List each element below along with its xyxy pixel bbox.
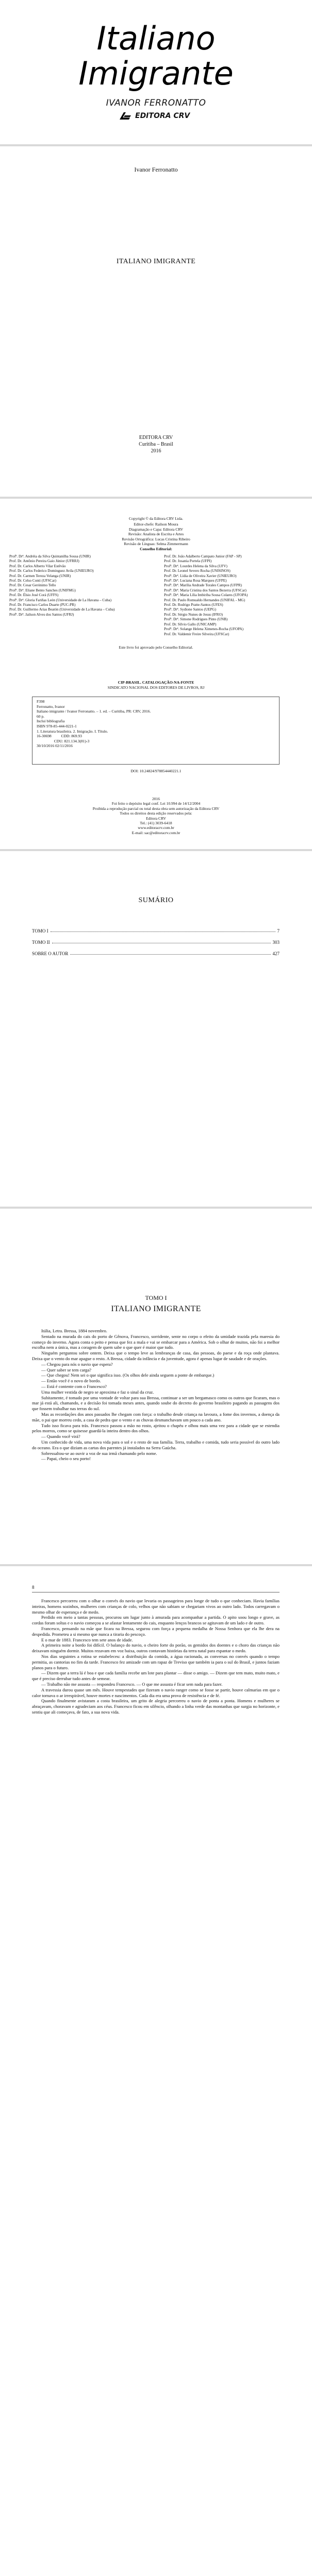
editor-line: Editor-chefe: Railson Moura xyxy=(134,522,178,527)
legal-block xyxy=(0,796,312,835)
copyright-line: Copyright © da Editora CRV Ltda. xyxy=(129,516,183,521)
board-member: Prof. Dr. Francisco Carlos Duarte (PUC-PR) xyxy=(9,603,76,607)
toc-leader xyxy=(51,928,275,932)
eval-note: Este livro foi aprovado pelo Conselho Editorial. xyxy=(119,645,193,650)
legal-line: Todos os direitos desta edição reservados pela: xyxy=(120,811,192,816)
chapter-title: ITALIANO IMIGRANTE xyxy=(111,1304,201,1313)
board-member: Prof. Dr. Valdemir Freire Silveira (UFSCar) xyxy=(164,632,229,636)
cip-line: Inclui bibliografia xyxy=(37,719,65,724)
paragraph: Tudo isso ficava para trás. Francesco passou a mão no rosto, ajeitou o chapéu e olhou mais uma vez para a cidade que se estendia pelos morros, como se quisesse guardá-la inteira dentro dos olhos. xyxy=(32,1422,280,1434)
summary-heading: SUMÁRIO xyxy=(138,896,174,904)
paragraph: A primeira noite a bordo foi difícil. O balanço do navio, o cheiro forte do porão, os gemidos dos doentes e o choro das crianças não deixavam ninguém dormir. Muitos rezavam em voz baixa, outros contavam histórias da terra natal para espantar o medo. xyxy=(32,1642,280,1654)
cover-title-line1: Italiano xyxy=(96,20,216,57)
board-member: Prof. Dr. Leonel Severo Rocha (UNISINOS) xyxy=(164,569,231,573)
paragraph: — Então você é o novo de bordo. xyxy=(41,1378,101,1384)
cip-line: Italiano imigrante / Ivanor Ferronatto. – 1. ed. – Curitiba, PR: CRV, 2016. xyxy=(37,709,151,714)
title-page xyxy=(0,146,312,497)
legal-line: www.editoracrv.com.br xyxy=(138,825,174,831)
paragraph: — Quando você virá? xyxy=(41,1434,80,1439)
paragraph: Itália, Letra. Bressa, 1884 novembro. xyxy=(41,1328,107,1333)
cover-title-line2: Imigrante xyxy=(78,55,234,92)
board-member: Profª. Drª. Marília Andrade Torales Campos (UFPR) xyxy=(164,583,242,588)
page-body xyxy=(32,1598,280,1715)
board-member: Profª. Drª. Maria Lília Imbiriba Sousa Colares (UFOPA) xyxy=(164,593,248,598)
paragraph: Subitamente, é tomado por uma vontade de voltar para sua Bressa, continuar a ser um bergamasco como os outros que ficaram, mas o mar já está ali, chamando, e a decisão foi tomada meses antes, quando soube do decreto do governo brasileiro pagando as passagens dos que fossem trabalhar nas terras do sul. xyxy=(32,1395,280,1412)
catalog-page xyxy=(0,499,312,849)
legal-line: Foi feito o depósito legal conf. Lei 10.994 de 14/12/2004 xyxy=(111,801,201,806)
board-member: Profª. Drª. Jailson Alves dos Santos (UFRJ) xyxy=(9,612,74,617)
editor-line: Revisão de Línguas: Selma Zimmermann xyxy=(124,541,188,547)
board-member: Prof. Dr. Antônio Pereira Gaio Júnior (UFRRJ) xyxy=(9,559,79,564)
toc-leader xyxy=(52,940,271,943)
board-member: Profª. Drª. Maria Cristina dos Santos Bezerra (UFSCar) xyxy=(164,588,247,592)
paragraph: Francesco percorreu com o olhar o convés do navio que levaria os passageiros para longe de tudo o que conheciam. Havia famílias inteiras, homens sozinhos, mulheres com crianças de colo, velhos que não sabiam se chegariam vivos ao outro lado. Todos carregavam o mesmo olhar de esperança e de medo. xyxy=(32,1598,280,1615)
editor-line: Conselho Editorial: xyxy=(140,546,172,551)
board-member: Prof. Dr. Paulo Romualdo Hernandes (UNIFAL - MG) xyxy=(164,598,245,602)
board-member: Profª. Drª. Lourdes Helena da Silva (UFV) xyxy=(164,564,227,568)
tomo-label: TOMO I xyxy=(145,1294,167,1301)
cip-line: F398 xyxy=(37,699,45,704)
doi-line: DOI: 10.24824/978854440221.1 xyxy=(130,769,182,773)
board-member: Prof. Dr. Élsio José Corá (UFFS) xyxy=(9,593,59,598)
toc-item-label: SOBRE O AUTOR xyxy=(32,951,69,956)
paragraph: — Chegou para nós o navio que espera? xyxy=(41,1361,113,1367)
paragraph: Perdido em meio a tantas pessoas, procurou um lugar junto à amurada para acompanhar a partida. O apito soou longo e grave, as cordas foram soltas e o navio começou a se afastar lentamente do cais, enquanto lenços brancos se agitavam de um lado e de outro. xyxy=(32,1615,280,1626)
paragraph: — Está é contente com o Francesco? xyxy=(41,1383,107,1389)
paragraph: — Dizem que a terra lá é boa e que cada família recebe um lote para plantar — disse o amigo. — Dizem que tem mato, muito mato, e que é preciso derrubar tudo antes de semear. xyxy=(32,1670,280,1682)
paragraph: Nos dias seguintes a rotina se estabeleceu: a distribuição da comida, a água racionada, as conversas no convés quando o tempo permitia, as cantorias no fim da tarde. Francesco fez amizade com um rapaz de Treviso que também ia para o sul do Brasil, e juntos faziam planos para o futuro. xyxy=(32,1653,280,1670)
board-member: Prof. Dr. Sérgio Nunes de Jesus (IFRO) xyxy=(164,612,223,617)
board-member: Profª. Drª. Gloria Fariñas León (Universidade de La Havana – Cuba) xyxy=(9,598,111,602)
legal-line: 2016 xyxy=(152,796,160,801)
page-number: 8 xyxy=(32,1585,35,1590)
crv-logo-icon xyxy=(119,111,132,121)
editor-line: Revisão: Analista de Escrita e Artes xyxy=(128,532,184,537)
chapter-page xyxy=(0,1209,312,1564)
title-page-publisher: EDITORA CRV xyxy=(139,435,173,440)
toc-leader xyxy=(70,951,270,955)
paragraph: Sobressaltou-se ao ouvir a voz de sua irmã chamando pelo nome. xyxy=(41,1450,157,1456)
board-member: Profª. Drª. Simone Rodrigues Pinto (UNB) xyxy=(164,617,228,622)
cover-page xyxy=(0,0,312,144)
legal-line: E-mail: sac@editoracrv.com.br xyxy=(132,830,180,835)
cip-line: CDU: 821.134.3(81)-3 xyxy=(37,738,90,743)
paragraph: Ninguém perguntou sobre ontem. Deixa que o tempo leve as lembranças de casa, das pessoas, do paese e da roça onde plantava. Deixa que o vento do mar apague o resto. A Bressa, cidade da infância e da juventude, agora é apenas lugar de saudade e de orações. xyxy=(32,1350,280,1361)
publisher-logo-text: EDITORA CRV xyxy=(135,112,190,120)
board-member: Prof. Dr. Josania Portela (UFPI) xyxy=(164,559,212,564)
publisher-logo xyxy=(119,111,190,121)
paragraph: — Trabalho não me assusta — respondeu Francesco. — O que me assusta é ficar sem nada para fazer. xyxy=(41,1681,223,1687)
cip-line: 60 p. xyxy=(37,714,44,719)
paragraph: Francesco, pensando na mãe que ficara na Bressa, segurou com força a pequena medalha de Nossa Senhora que ela lhe dera na despedida. Prometeu a si mesmo que nunca a tiraria do pescoço. xyxy=(32,1625,280,1637)
toc-item-page: 427 xyxy=(272,951,280,956)
paragraph: — Que chegou! Nem sei o que significa isso. (Os olhos dele ainda seguem a ponte de embarque.) xyxy=(41,1372,215,1378)
cip-line: 16-30698 CDD: 869.93 xyxy=(37,734,82,739)
title-page-city: Curitiba – Brasil xyxy=(139,442,173,447)
title-page-author: Ivanor Ferronatto xyxy=(134,166,178,173)
cip-line: ISBN 978-85-444-0221-1 xyxy=(37,723,77,728)
board-member: Prof. Dr. Guillermo Arias Beatón (Universidade de La Havana – Cuba) xyxy=(9,607,115,612)
board-member: Profª. Drª. Luciana Rosa Marques (UFPE) xyxy=(164,579,227,583)
board-member: Profª. Drª. Sydione Santos (UEPG) xyxy=(164,607,216,612)
legal-line: Proibida a reprodução parcial ou total desta obra sem autorização da Editora CRV xyxy=(92,806,220,811)
editor-lines xyxy=(0,522,312,552)
paragraph: Mas as recordações dos anos passados lhe chegam com força: o trabalho desde criança na lavoura, a fome dos invernos, a doença da mãe, o pai que morreu cedo, a casa de pedra que o vento e as chuvas desmanchavam um pouco a cada ano. xyxy=(32,1411,280,1422)
cip-line: 1. Literatura brasileira. 2. Imigração. I. Título. xyxy=(37,728,108,734)
board-left xyxy=(9,554,114,617)
paragraph: Uma mulher vestida de negro se aproxima e faz o sinal da cruz. xyxy=(41,1389,154,1395)
board-member: Prof. Dr. João Adalberto Campato Junior (FAP - SP) xyxy=(164,554,242,558)
board-member: Prof. Dr. Rodrigo Pratte-Santos (UFES) xyxy=(164,603,223,607)
board-member: Prof. Dr. Sílvio Gallo (UNICAMP) xyxy=(164,622,217,626)
toc-item-label: TOMO I xyxy=(32,928,48,934)
paragraph: Sentado na murada do cais do porto de Gênova, Francesco, sorridente, sente no corpo o efeito da umidade trazida pela maresia do começo do inverno. Agora conta o peito e pensa que fez a mala e vai se embarcar para a América. Sob o olhar de muitos, não foi a melhor escolha nem a única, mas a coragem de quem sabe o que quer é maior que tudo. xyxy=(32,1333,280,1350)
toc-item-label: TOMO II xyxy=(32,940,50,945)
board-member: Prof. Dr. Carlos Federico Dominguez Avila (UNIEURO) xyxy=(9,569,94,573)
cip-line: Ferronatto, Ivanor xyxy=(37,704,65,709)
board-member: Prof. Dr. Carlos Alberto Vilar Estêvão xyxy=(9,564,66,568)
board-member: Profª. Drª. Lídia de Oliveira Xavier (UNIEURO) xyxy=(164,573,237,578)
board-member: Prof. Dr. Celso Conti (UFSCar) xyxy=(9,579,57,583)
board-member: Profª. Drª. Eliane Bento Sanches (UNIFMG) xyxy=(9,588,76,592)
toc-item[interactable] xyxy=(32,940,280,945)
toc-item[interactable] xyxy=(32,928,280,934)
paragraph: — Papai, cheio o seu porto! xyxy=(41,1456,91,1462)
cover-author: IVANOR FERRONATTO xyxy=(106,98,206,108)
editor-line: Revisão Ortográfica: Lucas Cristina Ribeiro xyxy=(122,536,190,541)
toc-item-page: 7 xyxy=(277,928,280,934)
paragraph: Um conhecido de vida, uma nova vida para o sol e o resto de sua família. Terra, trabalho e comida, tudo seria possível do outro lado do oceano. Era o que diziam as cartas dos parentes já instalados na Serra Gaúcha. xyxy=(32,1439,280,1450)
paragraph: Quando finalmente avistaram a costa brasileira, um grito de alegria percorreu o navio de ponta a ponta. Homens e mulheres se abraçavam, choravam e agradeciam aos céus. Francesco ficou em silêncio, olhando a linha verde das montanhas que surgia no horizonte, e sentiu que ali começava, de fato, a sua nova vida. xyxy=(32,1698,280,1715)
toc-item[interactable] xyxy=(32,951,280,956)
title-page-year: 2016 xyxy=(151,448,161,454)
toc-item-page: 303 xyxy=(272,940,280,945)
cip-record-box xyxy=(32,697,280,765)
cip-heading: CIP-BRASIL. CATALOGAÇÃO-NA-FONTE xyxy=(118,680,194,685)
board-member: Profª. Drª. Solange Helena Ximenes-Rocha (UFOPA) xyxy=(164,627,244,632)
board-member: Profª. Drª. Andréia da Silva Quintanilha Sousa (UNIR) xyxy=(9,554,91,558)
paragraph: A travessia durou quase um mês. Houve tempestades que fizeram o navio ranger como se fosse se partir, houve calmarias em que o calor tornava o ar irrespirável, houve mortes e nascimentos. Cada dia era uma prova de resistência e de fé. xyxy=(32,1687,280,1698)
board-right xyxy=(164,554,248,637)
board-member: Prof. Dr. Carmen Tereza Velanga (UNIR) xyxy=(9,573,71,578)
board-member: Prof. Dr. Cesar Gerónimo Tello xyxy=(9,583,56,588)
text-page xyxy=(0,1566,312,2576)
legal-line: Tel.: (41) 3039-6418 xyxy=(140,821,172,826)
paragraph: E o mar de 1883. Francesco tem sete anos de idade. xyxy=(41,1637,133,1642)
paragraph: — Quer saber se tem carga? xyxy=(41,1367,91,1372)
summary-page xyxy=(0,851,312,1207)
cip-line: 30/10/2016 02/11/2016 xyxy=(37,743,73,749)
cip-subheading: SINDICATO NACIONAL DOS EDITORES DE LIVROS, RJ xyxy=(107,685,205,690)
title-page-title: ITALIANO IMIGRANTE xyxy=(116,258,196,265)
editor-line: Diagramação e Capa: Editora CRV xyxy=(128,527,184,532)
legal-line: Editora CRV xyxy=(146,816,166,821)
chapter-body xyxy=(32,1328,280,1462)
